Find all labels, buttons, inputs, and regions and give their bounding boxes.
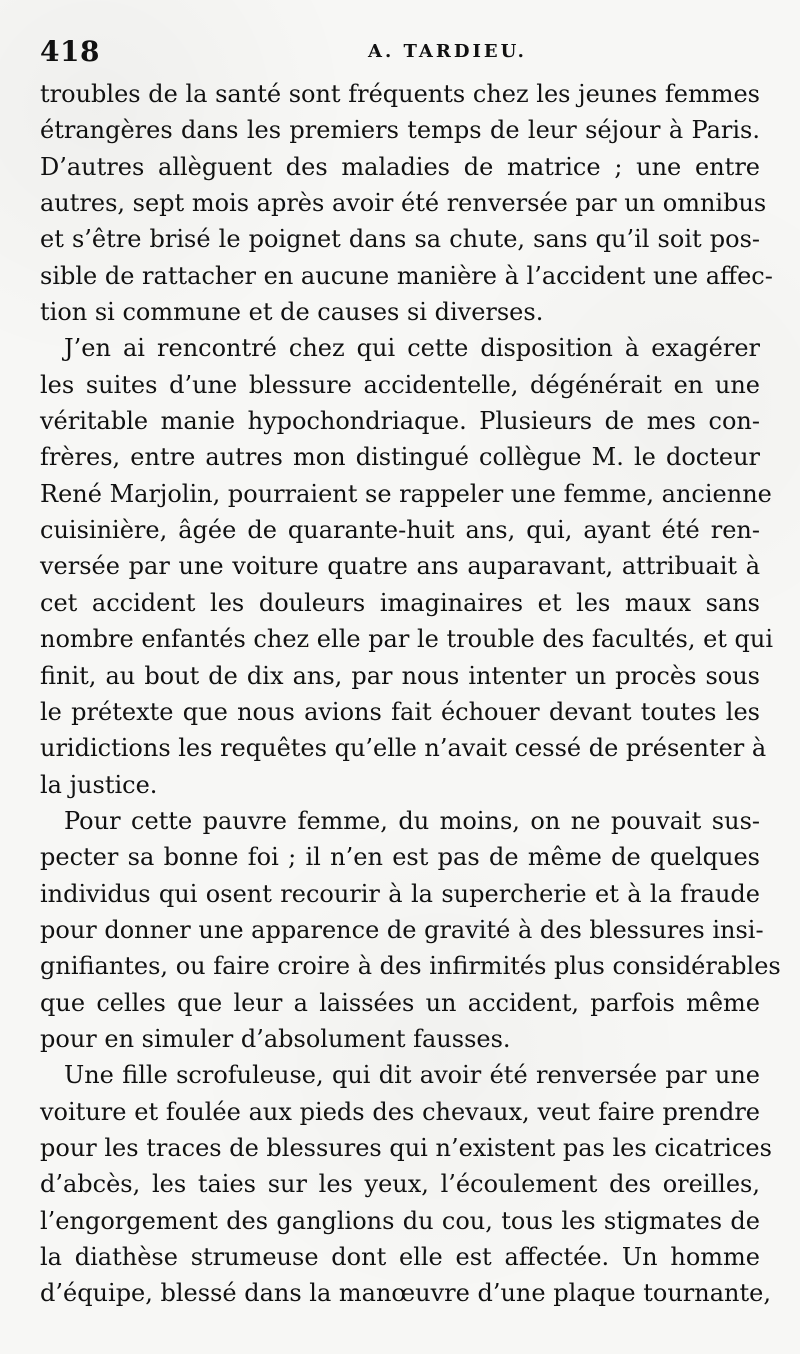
text-line: cuisinière, âgée de quarante-huit ans, qui, ayant été ren- [40, 516, 760, 545]
text-line: le prétexte que nous avions fait échouer devant toutes les [40, 697, 760, 726]
text-line: pour en simuler d’absolument fausses. [40, 1024, 511, 1053]
text-line: nombre enfantés chez elle par le trouble des facultés, et qui [40, 625, 774, 654]
paragraph-start-line: Une fille scrofuleuse, qui dit avoir été renversée par une [64, 1061, 760, 1090]
page-header [40, 34, 760, 74]
text-line: individus qui osent recourir à la supercherie et à la fraude [40, 879, 760, 908]
text-line: véritable manie hypochondriaque. Plusieurs de mes con- [40, 407, 760, 436]
text-line: versée par une voiture quatre ans auparavant, attribuait à [40, 552, 760, 581]
text-line: pecter sa bonne foi ; il n’en est pas de même de quelques [40, 843, 760, 872]
text-line: tion si commune et de causes si diverses. [40, 298, 544, 327]
text-line: pour les traces de blessures qui n’existent pas les cicatrices [40, 1133, 772, 1162]
text-line: étrangères dans les premiers temps de leur séjour à Paris. [40, 116, 760, 145]
text-line: d’abcès, les taies sur les yeux, l’écoulement des oreilles, [40, 1170, 760, 1199]
text-line: les suites d’une blessure accidentelle, dégénérait en une [40, 370, 760, 399]
text-line: troubles de la santé sont fréquents chez les jeunes femmes [40, 80, 760, 108]
text-line: pour donner une apparence de gravité à des blessures insi- [40, 915, 764, 944]
text-line: que celles que leur a laissées un accident, parfois même [40, 988, 760, 1017]
text-line: René Marjolin, pourraient se rappeler une femme, ancienne [40, 479, 772, 508]
text-line: frères, entre autres mon distingué collègue M. le docteur [40, 443, 760, 472]
page-number: 418 [40, 35, 100, 68]
text-line: voiture et foulée aux pieds des chevaux, veut faire prendre [40, 1097, 760, 1126]
text-line: gnifiantes, ou faire croire à des infirmités plus considérables [40, 952, 781, 981]
text-line: uridictions les requêtes qu’elle n’avait cessé de présenter à [40, 734, 767, 763]
body-text [40, 76, 781, 1312]
text-line: autres, sept mois après avoir été renversée par un omnibus [40, 189, 767, 218]
text-line: finit, au bout de dix ans, par nous intenter un procès sous [40, 661, 760, 690]
text-line: la diathèse strumeuse dont elle est affectée. Un homme [40, 1243, 760, 1271]
text-line: et s’être brisé le poignet dans sa chute, sans qu’il soit pos- [40, 225, 760, 254]
text-line: cet accident les douleurs imaginaires et les maux sans [40, 588, 760, 617]
text-line: D’autres allèguent des maladies de matrice ; une entre [40, 152, 760, 181]
text-line: sible de rattacher en aucune manière à l’accident une affec- [40, 261, 773, 290]
running-head: A. TARDIEU. [368, 41, 527, 62]
text-line: d’équipe, blessé dans la manœuvre d’une plaque tournante, [40, 1279, 771, 1308]
paragraph-start-line: J’en ai rencontré chez qui cette disposition à exagérer [64, 334, 760, 363]
paragraph-start-line: Pour cette pauvre femme, du moins, on ne pouvait sus- [64, 806, 760, 835]
text-line: la justice. [40, 770, 158, 799]
text-line: l’engorgement des ganglions du cou, tous les stigmates de [40, 1206, 760, 1235]
